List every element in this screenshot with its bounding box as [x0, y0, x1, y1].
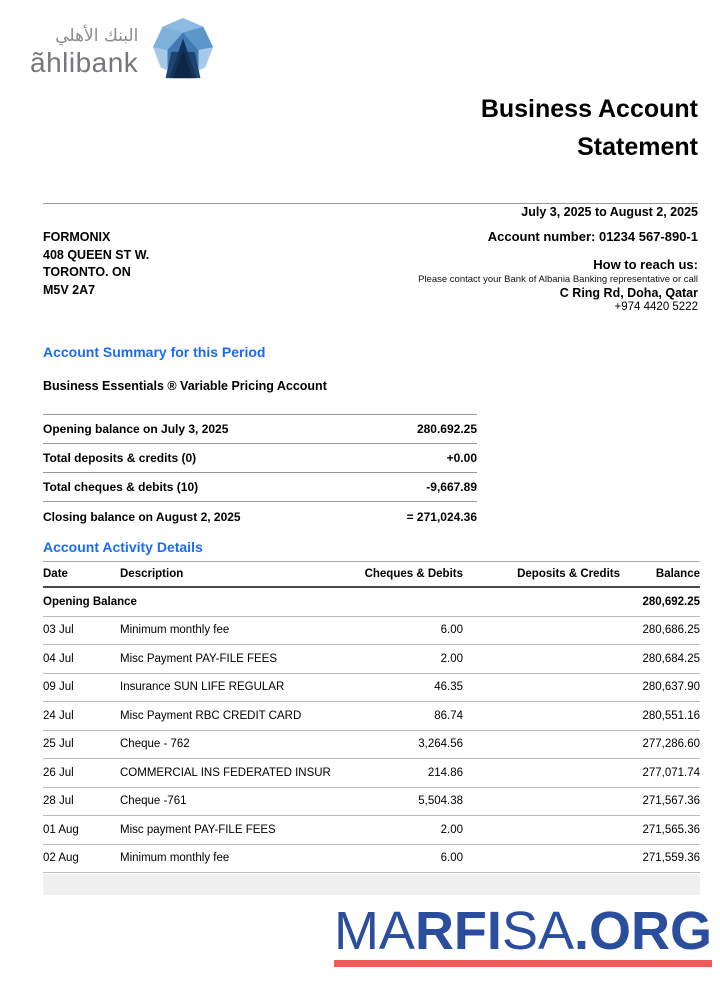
- transaction-row: [43, 645, 700, 674]
- tx-balance: 271,565.36: [642, 823, 700, 836]
- tx-debit: 6.00: [440, 852, 463, 865]
- tx-date: 01 Aug: [43, 823, 79, 836]
- summary-row-label: Total deposits & credits (0): [43, 451, 197, 465]
- header-divider: [43, 203, 698, 204]
- transaction-row: [43, 617, 700, 646]
- watermark: [334, 903, 712, 967]
- summary-row: [43, 473, 477, 502]
- opening-balance-value: 280,692.25: [642, 595, 700, 608]
- customer-name: FORMONIX: [43, 230, 111, 244]
- marfisa-logo: [334, 903, 712, 967]
- tx-description: Minimum monthly fee: [120, 624, 230, 637]
- tx-debit: 46.35: [434, 681, 463, 694]
- bank-latin-name: ãhlibank: [30, 47, 139, 78]
- tx-description: Insurance SUN LIFE REGULAR: [120, 681, 285, 694]
- customer-city: TORONTO. ON: [43, 265, 131, 279]
- tx-debit: 5,504.38: [418, 795, 463, 808]
- tx-date: 25 Jul: [43, 738, 74, 751]
- transaction-row: [43, 702, 700, 731]
- opening-balance-label: Opening Balance: [43, 595, 137, 608]
- activity-table: [43, 561, 700, 873]
- tx-debit: 2.00: [440, 823, 463, 836]
- account-number: Account number: 01234 567-890-1: [487, 229, 698, 244]
- summary-row-value: -9,667.89: [426, 480, 477, 494]
- statement-period: July 3, 2025 to August 2, 2025: [521, 205, 698, 219]
- tx-date: 03 Jul: [43, 624, 74, 637]
- summary-row: [43, 502, 477, 531]
- summary-table: [43, 414, 477, 531]
- tx-debit: 86.74: [434, 709, 463, 722]
- tx-balance: 280,551.16: [642, 709, 700, 722]
- info-row: [43, 229, 698, 314]
- tx-date: 09 Jul: [43, 681, 74, 694]
- tx-description: Misc payment PAY-FILE FEES: [120, 823, 276, 836]
- tx-date: 28 Jul: [43, 795, 74, 808]
- product-name: Business Essentials ® Variable Pricing Account: [43, 379, 327, 393]
- tx-description: Misc Payment RBC CREDIT CARD: [120, 709, 302, 722]
- reach-us-heading: How to reach us:: [593, 257, 698, 272]
- tx-debit: 214.86: [427, 766, 463, 779]
- table-footer-bar: [43, 874, 700, 895]
- tx-description: Cheque -761: [120, 795, 187, 808]
- summary-row-label: Opening balance on July 3, 2025: [43, 422, 229, 436]
- tx-balance: 271,559.36: [642, 852, 700, 865]
- reach-us-note: Please contact your Bank of Albania Banking representative or call: [418, 274, 698, 285]
- tx-balance: 277,071.74: [642, 766, 700, 779]
- summary-heading: Account Summary for this Period: [43, 344, 266, 360]
- transaction-row: [43, 674, 700, 703]
- tx-balance: 280,686.25: [642, 624, 700, 637]
- transaction-row: [43, 816, 700, 845]
- tx-date: 02 Aug: [43, 852, 79, 865]
- tx-date: 24 Jul: [43, 709, 74, 722]
- page-title-line2: Statement: [577, 133, 698, 161]
- transaction-row: [43, 788, 700, 817]
- bank-phone: +974 4420 5222: [614, 301, 698, 313]
- tx-debit: 6.00: [440, 624, 463, 637]
- bank-logo: [30, 14, 214, 82]
- marfisa-logo-segment: MA: [333, 901, 415, 961]
- contact-block: [418, 229, 698, 314]
- col-deposits-credits: Deposits & Credits: [517, 568, 620, 580]
- bank-address: C Ring Rd, Doha, Qatar: [559, 286, 698, 300]
- tx-description: Misc Payment PAY-FILE FEES: [120, 652, 278, 665]
- customer-postal: M5V 2A7: [43, 282, 96, 297]
- transaction-row: [43, 731, 700, 760]
- col-description: Description: [120, 568, 184, 580]
- summary-row-value: +0.00: [446, 451, 477, 465]
- bank-arabic-name: البنك الأهلي: [55, 26, 139, 46]
- col-cheques-debits: Cheques & Debits: [364, 568, 463, 580]
- transaction-row: [43, 759, 700, 788]
- bank-logo-gem-icon: [152, 16, 214, 82]
- marfisa-logo-segment: .ORG: [573, 901, 712, 961]
- activity-heading: Account Activity Details: [43, 539, 203, 555]
- opening-balance-row: [43, 588, 700, 617]
- transaction-rows: [43, 617, 700, 874]
- activity-header-row: [43, 561, 700, 588]
- page-title-line1: Business Account: [480, 95, 698, 123]
- bank-logo-text: [30, 26, 138, 78]
- customer-street: 408 QUEEN ST W.: [43, 247, 150, 262]
- col-date: Date: [43, 568, 68, 580]
- tx-description: COMMERCIAL INS FEDERATED INSUR: [120, 766, 331, 779]
- tx-balance: 277,286.60: [642, 738, 700, 751]
- marfisa-logo-segment: RFI: [414, 901, 502, 961]
- summary-row: [43, 415, 477, 444]
- summary-row-label: Total cheques & debits (10): [43, 480, 199, 494]
- transaction-row: [43, 845, 700, 874]
- tx-description: Minimum monthly fee: [120, 852, 230, 865]
- tx-debit: 2.00: [440, 652, 463, 665]
- summary-row-label: Closing balance on August 2, 2025: [43, 509, 241, 524]
- tx-description: Cheque - 762: [120, 738, 190, 751]
- summary-row-value: 280.692.25: [416, 422, 477, 436]
- tx-balance: 271,567.36: [642, 795, 700, 808]
- tx-date: 04 Jul: [43, 652, 74, 665]
- page-title: [481, 90, 698, 166]
- col-balance: Balance: [655, 568, 700, 580]
- customer-address: [43, 229, 149, 314]
- tx-debit: 3,264.56: [418, 738, 463, 751]
- tx-balance: 280,684.25: [642, 652, 700, 665]
- summary-row: [43, 444, 477, 473]
- summary-row-value: = 271,024.36: [406, 509, 477, 524]
- tx-balance: 280,637.90: [642, 681, 700, 694]
- marfisa-logo-segment: SA: [501, 901, 574, 961]
- tx-date: 26 Jul: [43, 766, 74, 779]
